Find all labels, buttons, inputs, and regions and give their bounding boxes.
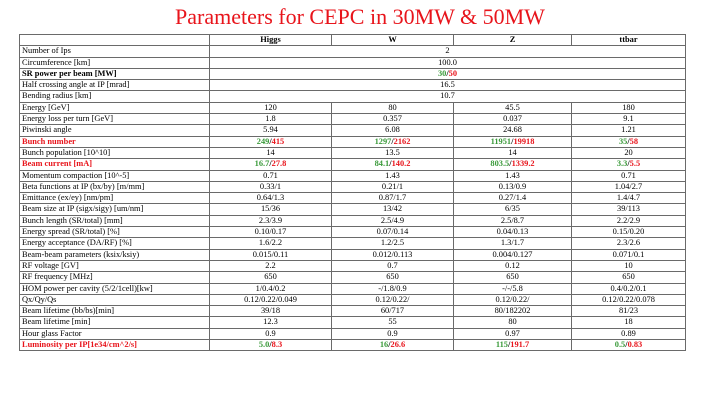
row-value: 80/182202 <box>454 306 572 317</box>
value-separator: / <box>507 340 511 350</box>
table-body <box>20 46 686 351</box>
row-value: 0.9 <box>332 328 454 339</box>
row-value: 1.43 <box>454 170 572 181</box>
row-value <box>572 340 686 351</box>
row-value: 1/0.4/0.2 <box>210 283 332 294</box>
row-value: 1.8 <box>210 114 332 125</box>
row-value <box>210 159 332 170</box>
row-value: 650 <box>454 272 572 283</box>
value-50mw: 140.2 <box>391 159 411 169</box>
value-50mw: 415 <box>271 136 285 146</box>
table-row <box>20 272 686 283</box>
row-value: 1.43 <box>332 170 454 181</box>
row-label: Beam lifetime [min] <box>20 317 210 328</box>
value-30mw: 35 <box>618 136 628 146</box>
value-separator: / <box>511 136 514 146</box>
row-shared-value: 16.5 <box>210 80 686 91</box>
row-value <box>454 159 572 170</box>
row-value: -/1.8/0.9 <box>332 283 454 294</box>
table-row <box>20 136 686 147</box>
value-separator: / <box>627 136 630 146</box>
row-shared-value: 2 <box>210 46 686 57</box>
row-value: 1.04/2.7 <box>572 181 686 192</box>
row-value <box>332 136 454 147</box>
row-value: 14 <box>454 147 572 158</box>
row-value: 2.3/2.6 <box>572 238 686 249</box>
row-value: 2.2 <box>210 260 332 271</box>
row-value: 39/18 <box>210 306 332 317</box>
value-30mw: 3.3 <box>616 159 628 169</box>
value-30mw: 11951 <box>490 136 512 146</box>
table-row <box>20 46 686 57</box>
value-30mw: 30 <box>437 68 447 78</box>
row-value: 13.5 <box>332 147 454 158</box>
row-value: 0.12 <box>454 260 572 271</box>
row-label: Beam-beam parameters (ksix/ksiy) <box>20 249 210 260</box>
value-30mw: 1297 <box>374 136 392 146</box>
row-value: 0.071/0.1 <box>572 249 686 260</box>
table-row <box>20 80 686 91</box>
row-label: Bending radius [km] <box>20 91 210 102</box>
table-header-row <box>20 35 686 46</box>
table-row <box>20 215 686 226</box>
table-row <box>20 181 686 192</box>
value-50mw: 2162 <box>393 136 411 146</box>
row-value: 13/42 <box>332 204 454 215</box>
table-row <box>20 114 686 125</box>
row-label: Bunch population [10^10] <box>20 147 210 158</box>
value-separator: / <box>391 136 394 146</box>
header-cell-z: Z <box>454 35 572 46</box>
row-value: 39/113 <box>572 204 686 215</box>
table-row <box>20 317 686 328</box>
row-label: Half crossing angle at IP [mrad] <box>20 80 210 91</box>
row-value: 20 <box>572 147 686 158</box>
row-value: 45.5 <box>454 102 572 113</box>
value-separator: / <box>269 136 272 146</box>
row-label: Energy spread (SR/total) [%] <box>20 227 210 238</box>
value-30mw: 5.0 <box>258 340 270 350</box>
table-row <box>20 260 686 271</box>
row-label: Circumference [km] <box>20 57 210 68</box>
row-value: 12.3 <box>210 317 332 328</box>
row-label: SR power per beam [MW] <box>20 68 210 79</box>
row-value: 55 <box>332 317 454 328</box>
table-row <box>20 249 686 260</box>
row-value: 0.4/0.2/0.1 <box>572 283 686 294</box>
row-label: HOM power per cavity (5/2/1cell)[kw] <box>20 283 210 294</box>
value-50mw: 26.6 <box>390 340 406 350</box>
row-value: 0.357 <box>332 114 454 125</box>
row-label: Beam current [mA] <box>20 159 210 170</box>
value-separator: / <box>389 159 392 169</box>
row-value: 18 <box>572 317 686 328</box>
value-50mw: 27.8 <box>271 159 287 169</box>
row-shared-value <box>210 68 686 79</box>
row-value: 0.97 <box>454 328 572 339</box>
row-value: 9.1 <box>572 114 686 125</box>
row-value: 80 <box>332 102 454 113</box>
row-value: 2.5/4.9 <box>332 215 454 226</box>
row-value: 0.12/0.22/ <box>332 294 454 305</box>
header-cell-ttbar: ttbar <box>572 35 686 46</box>
value-50mw: 0.83 <box>627 340 643 350</box>
row-value: 1.3/1.7 <box>454 238 572 249</box>
row-label: Bunch length (SR/total) [mm] <box>20 215 210 226</box>
row-label: RF voltage [GV] <box>20 260 210 271</box>
value-30mw: 84.1 <box>374 159 390 169</box>
row-label: Piwinski angle <box>20 125 210 136</box>
row-value: 0.33/1 <box>210 181 332 192</box>
row-label: Emittance (ex/ey) [nm/pm] <box>20 193 210 204</box>
value-separator: / <box>388 340 391 350</box>
table-row <box>20 57 686 68</box>
row-value: -/-/5.8 <box>454 283 572 294</box>
table-row <box>20 147 686 158</box>
row-value: 0.004/0.127 <box>454 249 572 260</box>
value-50mw: 19918 <box>513 136 535 146</box>
value-50mw: 191.7 <box>510 340 530 350</box>
row-value: 0.037 <box>454 114 572 125</box>
table-row <box>20 125 686 136</box>
value-separator: / <box>509 159 512 169</box>
row-value: 0.12/0.22/ <box>454 294 572 305</box>
row-value: 120 <box>210 102 332 113</box>
row-value: 1.6/2.2 <box>210 238 332 249</box>
value-50mw: 58 <box>629 136 639 146</box>
row-value: 650 <box>572 272 686 283</box>
row-value: 0.10/0.17 <box>210 227 332 238</box>
row-value: 1.2/2.5 <box>332 238 454 249</box>
row-value: 0.07/0.14 <box>332 227 454 238</box>
row-value: 0.64/1.3 <box>210 193 332 204</box>
row-value: 15/36 <box>210 204 332 215</box>
row-value: 0.04/0.13 <box>454 227 572 238</box>
table-row <box>20 306 686 317</box>
row-value: 0.87/1.7 <box>332 193 454 204</box>
row-value <box>210 136 332 147</box>
value-30mw: 16.7 <box>254 159 270 169</box>
row-label: Hour glass Factor <box>20 328 210 339</box>
row-label: Energy [GeV] <box>20 102 210 113</box>
row-label: Momentum compaction [10^-5] <box>20 170 210 181</box>
table-row <box>20 328 686 339</box>
table-row <box>20 68 686 79</box>
value-separator: / <box>269 159 272 169</box>
table-row <box>20 340 686 351</box>
row-value: 6/35 <box>454 204 572 215</box>
row-value: 650 <box>210 272 332 283</box>
table-row <box>20 102 686 113</box>
row-value <box>454 136 572 147</box>
row-shared-value: 10.7 <box>210 91 686 102</box>
value-separator: / <box>446 68 449 78</box>
row-value: 0.71 <box>572 170 686 181</box>
row-value: 180 <box>572 102 686 113</box>
value-50mw: 50 <box>448 68 458 78</box>
row-value: 0.13/0.9 <box>454 181 572 192</box>
row-value: 0.71 <box>210 170 332 181</box>
value-separator: / <box>625 340 628 350</box>
row-value: 0.15/0.20 <box>572 227 686 238</box>
table-row <box>20 283 686 294</box>
row-value: 60/717 <box>332 306 454 317</box>
header-cell-higgs: Higgs <box>210 35 332 46</box>
value-separator: / <box>627 159 630 169</box>
table-row <box>20 193 686 204</box>
row-value: 0.12/0.22/0.078 <box>572 294 686 305</box>
row-label: Energy acceptance (DA/RF) [%] <box>20 238 210 249</box>
value-50mw: 1339.2 <box>511 159 535 169</box>
row-value: 0.21/1 <box>332 181 454 192</box>
row-value <box>210 340 332 351</box>
row-shared-value: 100.0 <box>210 57 686 68</box>
value-separator: / <box>269 340 272 350</box>
row-label: Beam lifetime (bb/bs)[min] <box>20 306 210 317</box>
row-value: 0.27/1.4 <box>454 193 572 204</box>
row-value: 2.3/3.9 <box>210 215 332 226</box>
table-row <box>20 294 686 305</box>
table-row <box>20 204 686 215</box>
row-value <box>332 340 454 351</box>
value-30mw: 249 <box>256 136 270 146</box>
table-row <box>20 227 686 238</box>
row-value: 2.5/8.7 <box>454 215 572 226</box>
row-value <box>572 136 686 147</box>
row-label: Bunch number <box>20 136 210 147</box>
row-value: 24.68 <box>454 125 572 136</box>
row-label: RF frequency [MHz] <box>20 272 210 283</box>
page-title: Parameters for CEPC in 30MW & 50MW <box>175 4 545 29</box>
row-value: 0.7 <box>332 260 454 271</box>
row-label: Beta functions at IP (bx/by) [m/mm] <box>20 181 210 192</box>
value-30mw: 115 <box>495 340 508 350</box>
row-value: 2.2/2.9 <box>572 215 686 226</box>
table-row <box>20 91 686 102</box>
row-value: 10 <box>572 260 686 271</box>
row-value: 0.015/0.11 <box>210 249 332 260</box>
value-30mw: 16 <box>379 340 389 350</box>
header-cell-w: W <box>332 35 454 46</box>
row-value: 14 <box>210 147 332 158</box>
row-value: 650 <box>332 272 454 283</box>
value-30mw: 803.5 <box>490 159 510 169</box>
row-value: 1.21 <box>572 125 686 136</box>
header-cell-label <box>20 35 210 46</box>
row-value <box>332 159 454 170</box>
table-row <box>20 238 686 249</box>
value-30mw: 0.5 <box>614 340 626 350</box>
row-value: 5.94 <box>210 125 332 136</box>
table-row <box>20 170 686 181</box>
row-label: Beam size at IP (sigx/sigy) [um/nm] <box>20 204 210 215</box>
row-value: 0.9 <box>210 328 332 339</box>
row-value: 6.08 <box>332 125 454 136</box>
row-label: Number of Ips <box>20 46 210 57</box>
row-value: 1.4/4.7 <box>572 193 686 204</box>
row-label: Qx/Qy/Qs <box>20 294 210 305</box>
row-value <box>454 340 572 351</box>
value-50mw: 8.3 <box>271 340 283 350</box>
table-row <box>20 159 686 170</box>
row-value: 80 <box>454 317 572 328</box>
row-value: 0.12/0.22/0.049 <box>210 294 332 305</box>
row-value <box>572 159 686 170</box>
value-50mw: 5.5 <box>629 159 641 169</box>
row-value: 81/23 <box>572 306 686 317</box>
row-value: 0.89 <box>572 328 686 339</box>
row-label: Energy loss per turn [GeV] <box>20 114 210 125</box>
row-value: 0.012/0.113 <box>332 249 454 260</box>
parameters-table <box>19 34 686 351</box>
row-label: Luminosity per IP[1e34/cm^2/s] <box>20 340 210 351</box>
